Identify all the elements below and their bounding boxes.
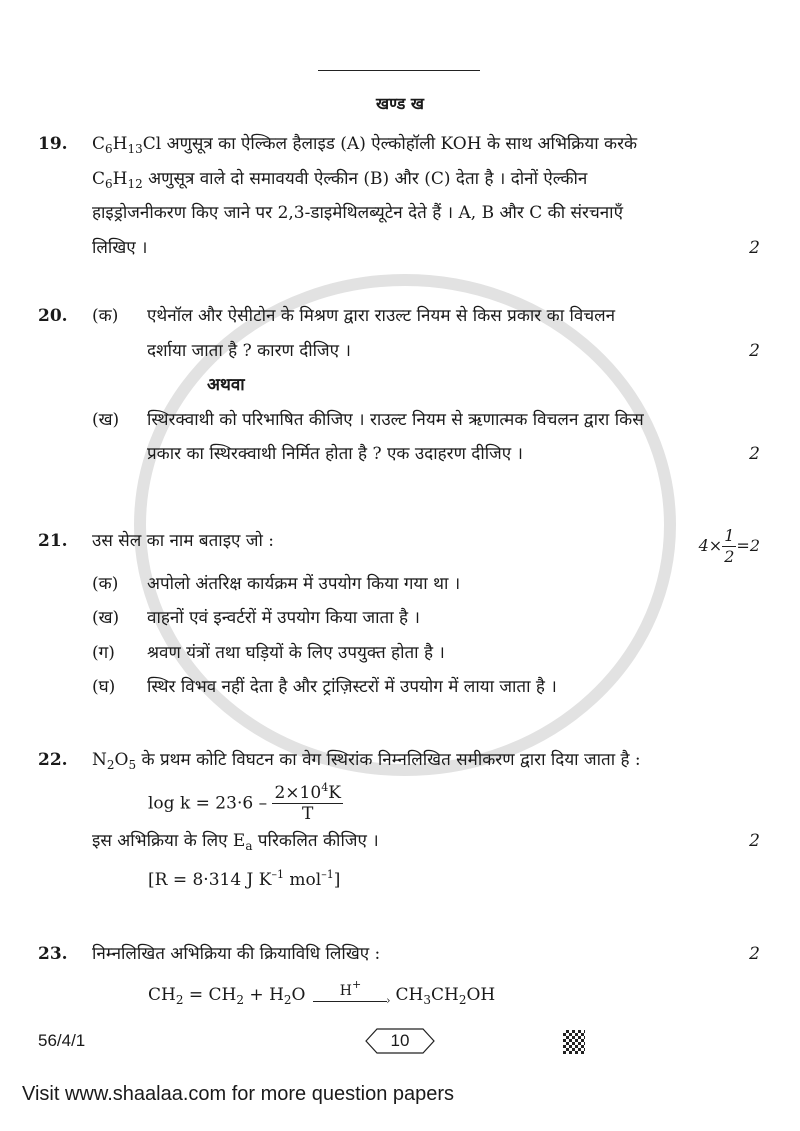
text-run: O <box>114 749 129 770</box>
marks: 2 <box>749 944 760 964</box>
text-run: CH <box>148 984 176 1005</box>
question-number: 20. <box>38 306 68 326</box>
text-run: H <box>112 134 128 154</box>
text-run: OH <box>466 984 496 1005</box>
q22-stem <box>92 743 704 778</box>
text-run: K <box>328 783 341 803</box>
question-number: 22. <box>38 749 68 770</box>
question-body <box>92 127 704 265</box>
question-number: 21. <box>38 530 68 551</box>
question-number: 19. <box>38 134 68 154</box>
question-20 <box>38 299 760 472</box>
superscript: –1 <box>321 867 334 881</box>
q19-line <box>92 231 704 266</box>
fraction-numerator: 1 <box>724 525 735 545</box>
marks: 2 <box>749 444 760 464</box>
subscript: 2 <box>175 992 184 1007</box>
subscript: 2 <box>283 992 292 1007</box>
subscript: 2 <box>458 992 467 1007</box>
marks <box>670 524 760 567</box>
q20b-line: स्थिरक्वाथी को परिभाषित कीजिए । राउल्ट नियम से ऋणात्मक विचलन द्वारा किस <box>147 409 644 430</box>
subscript: 6 <box>105 176 113 191</box>
text-run: अणुसूत्र वाले दो समावयवी ऐल्कीन (B) और (C) देता है । दोनों ऐल्कीन <box>142 168 588 189</box>
option-text: अपोलो अंतरिक्ष कार्यक्रम में उपयोग किया गया था । <box>147 573 461 594</box>
superscript: 4 <box>321 781 329 794</box>
text-run: O <box>291 984 306 1005</box>
text-run: H <box>339 983 352 999</box>
subscript: 13 <box>127 142 143 156</box>
fraction-numerator <box>272 783 342 804</box>
text-run: + H <box>244 984 284 1005</box>
text-run: लिखिए । <box>92 237 148 258</box>
fraction-denominator: T <box>302 804 314 824</box>
option-text: स्थिर विभव नहीं देता है और ट्रांज़िस्टरों में उपयोग में लाया जाता है । <box>147 677 557 697</box>
fraction <box>272 783 342 824</box>
option-item <box>92 636 704 671</box>
option-label: (ग) <box>92 642 115 663</box>
section-title: खण्ड ख <box>376 94 424 113</box>
marks-prefix: 4× <box>698 535 723 555</box>
option-item <box>92 601 704 636</box>
text-run: परिकलित कीजिए । <box>252 831 379 851</box>
fraction-denominator: 2 <box>724 546 735 566</box>
arrow-icon: › <box>313 1001 387 1002</box>
q21-stem: उस सेल का नाम बताइए जो : <box>92 530 275 551</box>
text-run: mol <box>283 869 322 890</box>
question-21 <box>38 524 760 705</box>
page-number: 10 <box>390 1031 410 1050</box>
marks: 2 <box>749 237 760 258</box>
q19-line <box>92 127 704 162</box>
q19-line <box>92 162 704 197</box>
q22-task <box>92 824 704 859</box>
or-label: अथवा <box>207 375 245 395</box>
superscript: + <box>351 978 362 991</box>
text-run: CH <box>395 984 424 1005</box>
superscript: –1 <box>271 867 284 881</box>
option-label: (क) <box>92 573 119 594</box>
q23-stem: निम्नलिखित अभिक्रिया की क्रियाविधि लिखिए : <box>92 944 381 964</box>
subscript: 2 <box>106 757 115 772</box>
text-run: Cl अणुसूत्र का ऐल्किल हैलाइड (A) ऐल्कोहॉली KOH के साथ अभिक्रिया करके <box>142 134 638 154</box>
text-run: इस अभिक्रिया के लिए E <box>92 831 246 851</box>
question-19 <box>38 127 760 265</box>
gas-constant <box>92 863 704 898</box>
question-23 <box>38 937 760 1012</box>
page-footer <box>38 1026 760 1056</box>
rate-equation <box>92 783 704 824</box>
text-run: ] <box>333 869 341 890</box>
subscript: 2 <box>236 992 245 1007</box>
marks: 2 <box>749 831 760 851</box>
question-number: 23. <box>38 944 68 964</box>
product <box>395 978 495 1013</box>
equation-left: log k = 23·6 – <box>148 793 273 814</box>
option-item <box>92 670 704 705</box>
fraction <box>722 526 736 567</box>
option-label: (घ) <box>92 677 116 697</box>
option-item <box>92 567 704 602</box>
page-number-badge <box>365 1028 435 1054</box>
qr-code-icon <box>563 1030 585 1054</box>
option-label: (ख) <box>92 409 120 430</box>
text-run: हाइड्रोजनीकरण किए जाने पर 2,3-डाइमेथिलब्यूटेन देते हैं । A, B और C की संरचनाएँ <box>92 203 623 223</box>
reaction-arrow <box>313 978 391 1007</box>
text-run: H <box>112 168 128 189</box>
marks-suffix: =2 <box>736 535 760 555</box>
option-label: (ख) <box>92 608 120 628</box>
q20a-line: एथेनॉल और ऐसीटोन के मिश्रण द्वारा राउल्ट नियम से किस प्रकार का विचलन <box>147 306 616 326</box>
text-run: C <box>92 168 106 189</box>
paper-code: 56/4/1 <box>38 1031 86 1050</box>
reactants <box>148 978 305 1013</box>
marks: 2 <box>749 340 760 361</box>
text-run: CH <box>430 984 459 1005</box>
subscript: 6 <box>105 142 113 156</box>
text-run: [R = 8·314 J K <box>148 869 272 890</box>
top-rule <box>318 70 480 71</box>
reaction-equation <box>92 978 704 1013</box>
visit-link[interactable]: Visit www.shaalaa.com for more question papers <box>22 1083 455 1105</box>
text-run: 2×10 <box>274 783 322 803</box>
text-run: C <box>92 134 106 154</box>
catalyst <box>339 978 362 999</box>
subscript: 5 <box>128 757 137 772</box>
subscript: 12 <box>127 176 143 191</box>
option-label: (क) <box>92 306 119 326</box>
option-text: वाहनों एवं इन्वर्टरों में उपयोग किया जाता है । <box>147 608 420 628</box>
text-run: के प्रथम कोटि विघटन का वेग स्थिरांक निम्नलिखित समीकरण द्वारा दिया जाता है : <box>136 749 641 770</box>
option-text: श्रवण यंत्रों तथा घड़ियों के लिए उपयुक्त होता है । <box>147 642 445 663</box>
text-run: N <box>92 749 107 770</box>
question-22 <box>38 743 760 898</box>
text-run: = CH <box>183 984 237 1005</box>
q20a-line: दर्शाया जाता है ? कारण दीजिए । <box>147 340 351 361</box>
subscript: 3 <box>423 992 431 1007</box>
q20b-line: प्रकार का स्थिरक्वाथी निर्मित होता है ? एक उदाहरण दीजिए । <box>147 444 523 464</box>
q19-line <box>92 196 704 231</box>
subscript: a <box>245 839 253 853</box>
